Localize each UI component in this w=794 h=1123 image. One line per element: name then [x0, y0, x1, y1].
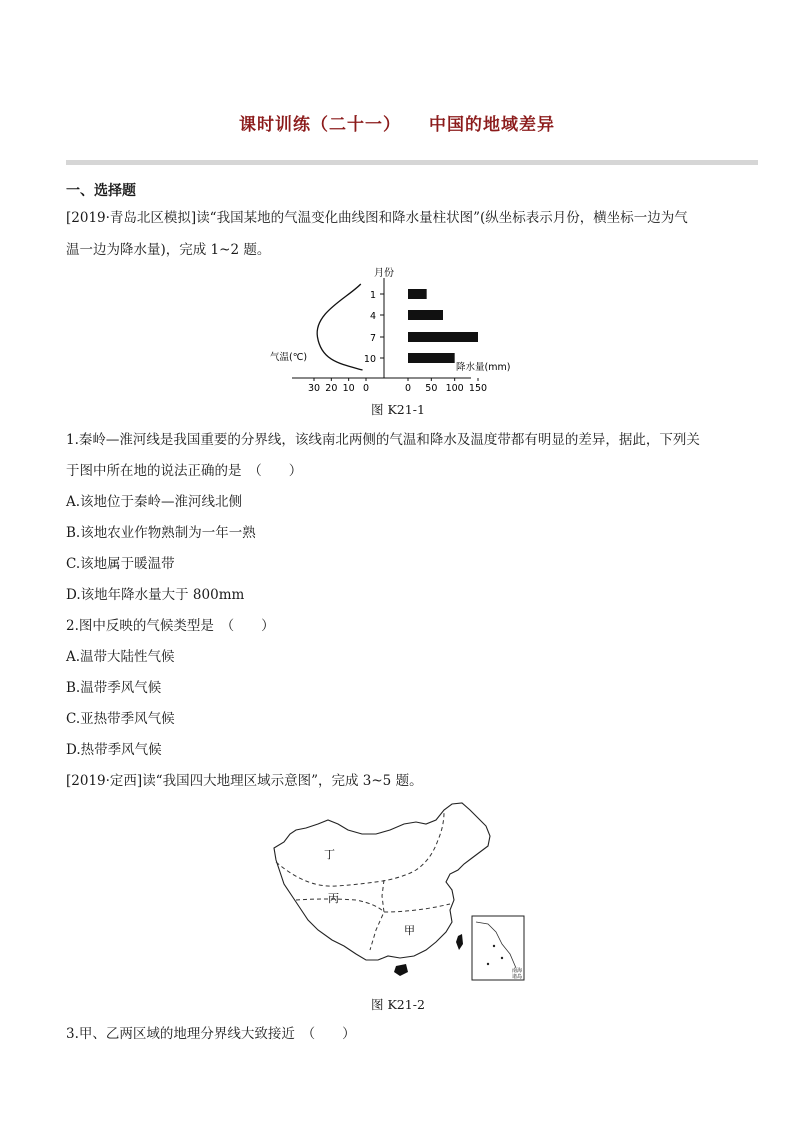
figure-2-caption: 图 K21-2	[371, 997, 425, 1012]
question-1-option-c[interactable]: C.该地属于暖温带	[66, 556, 175, 572]
question-1-line-1: 1.秦岭—淮河线是我国重要的分界线，该线南北两侧的气温和降水及温度带都有明显的差异，据此，下列关	[66, 432, 700, 448]
question-2-option-a[interactable]: A.温带大陆性气候	[66, 649, 175, 665]
question-1-option-d[interactable]: D.该地年降水量大于 800mm	[66, 587, 245, 603]
question-2-option-c[interactable]: C.亚热带季风气候	[66, 711, 175, 727]
temp-tick-label: 20	[325, 383, 338, 394]
region-label-ding: 丁	[324, 848, 335, 861]
y-axis-label: 月份	[374, 268, 394, 279]
region-boundary-3	[370, 880, 384, 950]
precip-bar	[408, 332, 478, 342]
inset-label-2: 诸岛	[512, 974, 523, 980]
precip-bar	[408, 353, 455, 363]
temperature-curve	[317, 284, 362, 370]
question-1-option-b[interactable]: B.该地农业作物熟制为一年一熟	[66, 525, 256, 541]
intro-1-line-2: 温一边为降水量)，完成 1~2 题。	[66, 242, 271, 258]
temp-tick-label: 30	[307, 383, 321, 394]
month-tick-label: 4	[369, 311, 376, 322]
precip-bar	[408, 310, 443, 320]
question-1-line-2: 于图中所在地的说法正确的是 （ ）	[66, 463, 303, 479]
hainan-island	[394, 964, 408, 976]
precip-tick-label: 150	[468, 383, 488, 394]
inset-label-1: 南海	[512, 968, 523, 974]
climate-chart	[266, 262, 536, 394]
temp-tick-label: 0	[362, 383, 370, 394]
region-boundary-2	[296, 899, 450, 912]
question-1-option-a[interactable]: A.该地位于秦岭—淮河线北侧	[66, 494, 243, 510]
month-tick-label: 10	[363, 354, 376, 365]
region-label-bing: 丙	[328, 892, 339, 905]
question-2-option-b[interactable]: B.温带季风气候	[66, 680, 162, 696]
temp-axis-label: 气温(℃)	[270, 352, 308, 363]
intro-2: [2019·定西]读“我国四大地理区域示意图”，完成 3~5 题。	[66, 773, 423, 789]
question-2-option-d[interactable]: D.热带季风气候	[66, 742, 162, 758]
inset-island-1	[493, 945, 495, 947]
figure-1-caption: 图 K21-1	[371, 402, 425, 417]
china-regions-map	[266, 800, 536, 985]
region-boundary-1	[276, 812, 444, 886]
intro-1-line-1: [2019·青岛北区模拟]读“我国某地的气温变化曲线图和降水量柱状图”(纵坐标表示月份，横坐标一边为气	[66, 210, 688, 226]
precip-bar	[408, 289, 427, 299]
temp-tick-label: 10	[342, 383, 355, 394]
question-3-stem: 3.甲、乙两区域的地理分界线大致接近 （ ）	[66, 1026, 356, 1042]
title-divider	[66, 160, 758, 165]
precip-tick-label: 0	[404, 383, 412, 394]
page-title: 课时训练（二十一） 中国的地域差异	[239, 115, 555, 135]
question-2-stem: 2.图中反映的气候类型是 （ ）	[66, 618, 275, 634]
taiwan-island	[456, 934, 463, 950]
inset-island-3	[487, 963, 489, 965]
precip-tick-label: 100	[445, 383, 464, 394]
precip-tick-label: 50	[425, 383, 438, 394]
month-tick-label: 1	[369, 290, 376, 301]
precip-axis-label: 降水量(mm)	[456, 362, 511, 373]
region-label-jia: 甲	[404, 924, 415, 937]
section-heading: 一、选择题	[66, 183, 136, 199]
inset-island-2	[501, 957, 503, 959]
month-tick-label: 7	[369, 333, 376, 344]
